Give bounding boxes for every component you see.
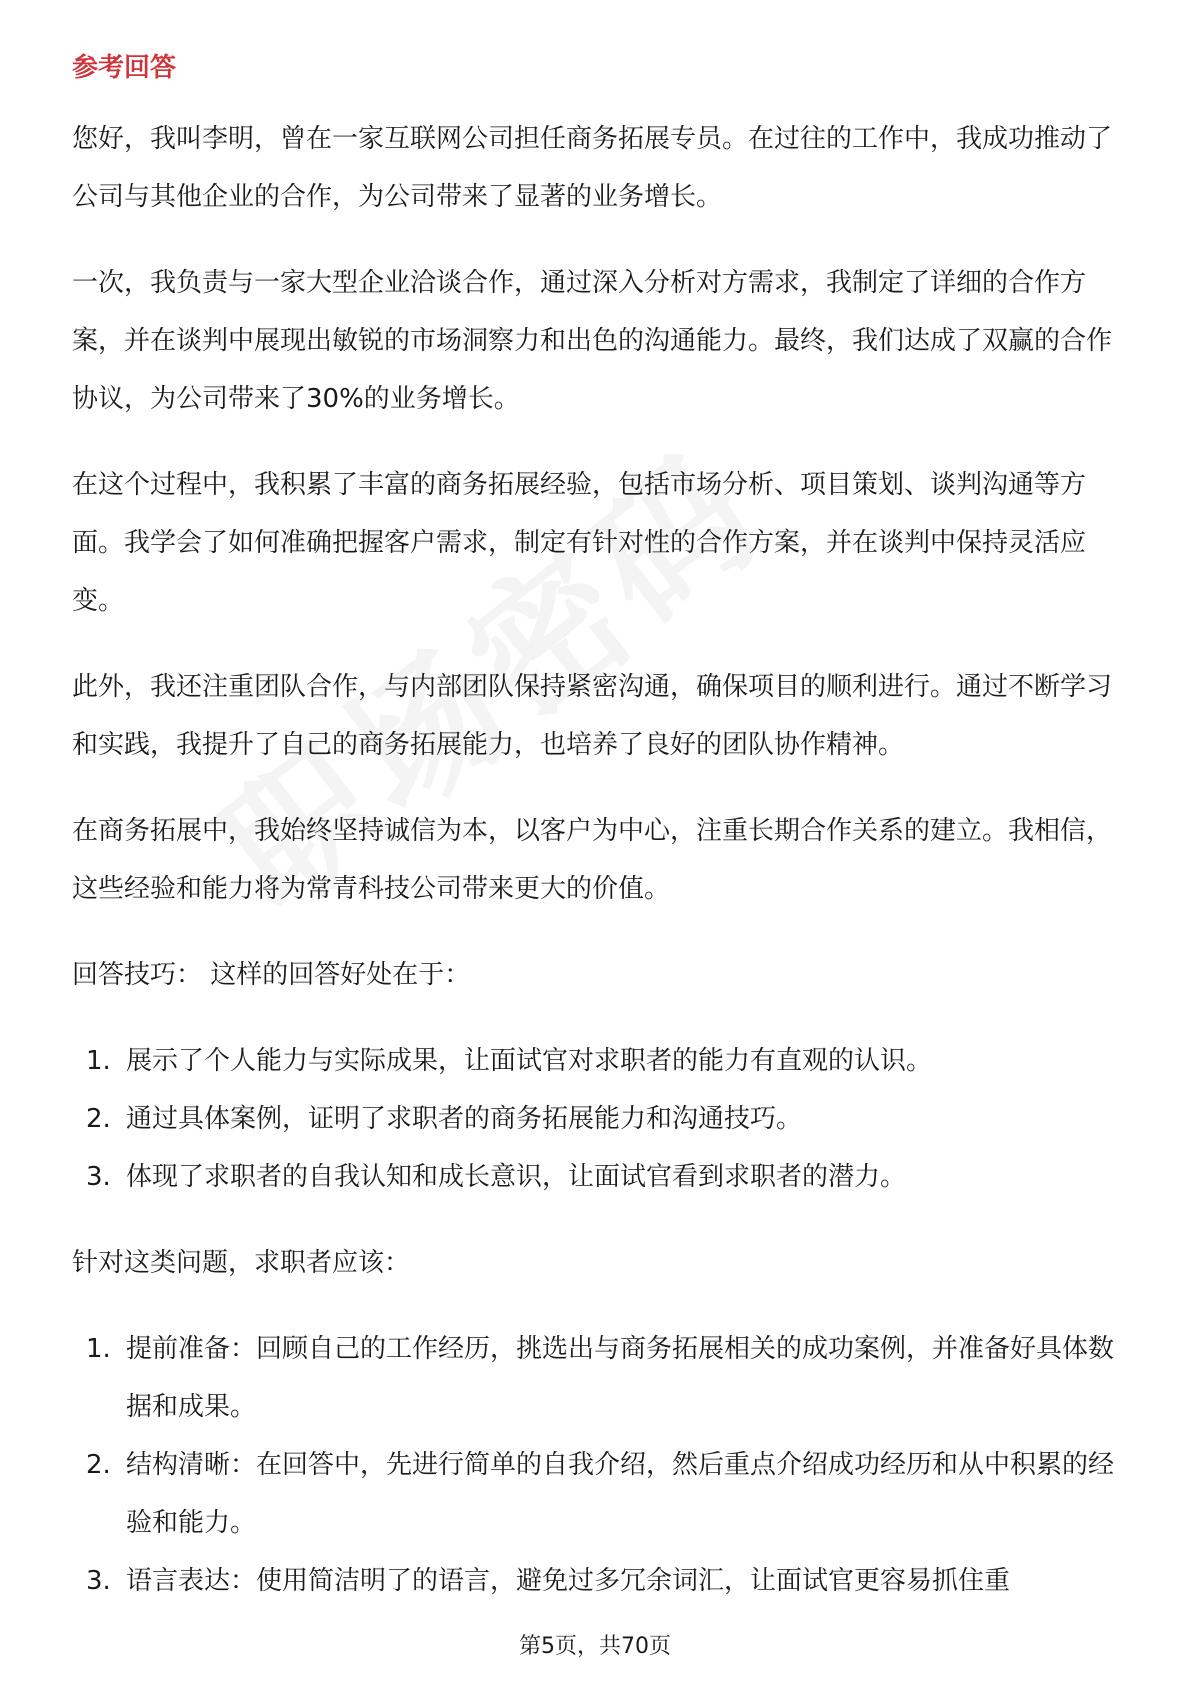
list-number: 3. [86,1162,111,1192]
list-number: 3. [86,1566,111,1596]
list-item-text: 通过具体案例，证明了求职者的商务拓展能力和沟通技巧。 [126,1104,803,1134]
list-item [72,1148,1118,1206]
list-item-text: 语言表达：使用简洁明了的语言，避免过多冗余词汇，让面试官更容易抓住重 [126,1566,1011,1596]
paragraph: 此外，我还注重团队合作，与内部团队保持紧密沟通，确保项目的顺利进行。通过不断学习和实践，我提升了自己的商务拓展能力，也培养了良好的团队协作精神。 [72,672,1113,760]
advice-intro: 针对这类问题，求职者应该： [72,1248,411,1278]
document-body [72,48,1118,1638]
list-item [72,1320,1118,1436]
list-number: 1. [86,1046,111,1076]
list-item [72,1032,1118,1090]
list-item [72,1436,1118,1552]
list-number: 1. [86,1334,111,1364]
page-number: 第5页，共70页 [519,1634,671,1659]
list-item [72,1090,1118,1148]
paragraph: 在商务拓展中，我始终坚持诚信为本，以客户为中心，注重长期合作关系的建立。我相信，这些经验和能力将为常青科技公司带来更大的价值。 [72,816,1113,904]
list-number: 2. [86,1450,111,1480]
paragraph: 您好，我叫李明，曾在一家互联网公司担任商务拓展专员。在过往的工作中，我成功推动了公司与其他企业的合作，为公司带来了显著的业务增长。 [72,124,1113,212]
list-item-text: 结构清晰：在回答中，先进行简单的自我介绍，然后重点介绍成功经历和从中积累的经验和能力。 [126,1450,1115,1538]
tips-list [72,1032,1118,1206]
list-item-text: 展示了个人能力与实际成果，让面试官对求职者的能力有直观的认识。 [126,1046,933,1076]
advice-list [72,1320,1118,1610]
list-item-text: 体现了求职者的自我认知和成长意识，让面试官看到求职者的潜力。 [126,1162,907,1192]
paragraph: 在这个过程中，我积累了丰富的商务拓展经验，包括市场分析、项目策划、谈判沟通等方面。我学会了如何准确把握客户需求，制定有针对性的合作方案，并在谈判中保持灵活应变。 [72,470,1087,616]
list-item [72,1552,1118,1610]
list-item-text: 提前准备：回顾自己的工作经历，挑选出与商务拓展相关的成功案例，并准备好具体数据和成果。 [126,1334,1115,1422]
tips-intro: 回答技巧： 这样的回答好处在于： [72,960,471,990]
section-heading: 参考回答 [72,53,177,83]
list-number: 2. [86,1104,111,1134]
paragraph: 一次，我负责与一家大型企业洽谈合作，通过深入分析对方需求，我制定了详细的合作方案，并在谈判中展现出敏锐的市场洞察力和出色的沟通能力。最终，我们达成了双赢的合作协议，为公司带来了30%的业务增长。 [72,268,1113,414]
